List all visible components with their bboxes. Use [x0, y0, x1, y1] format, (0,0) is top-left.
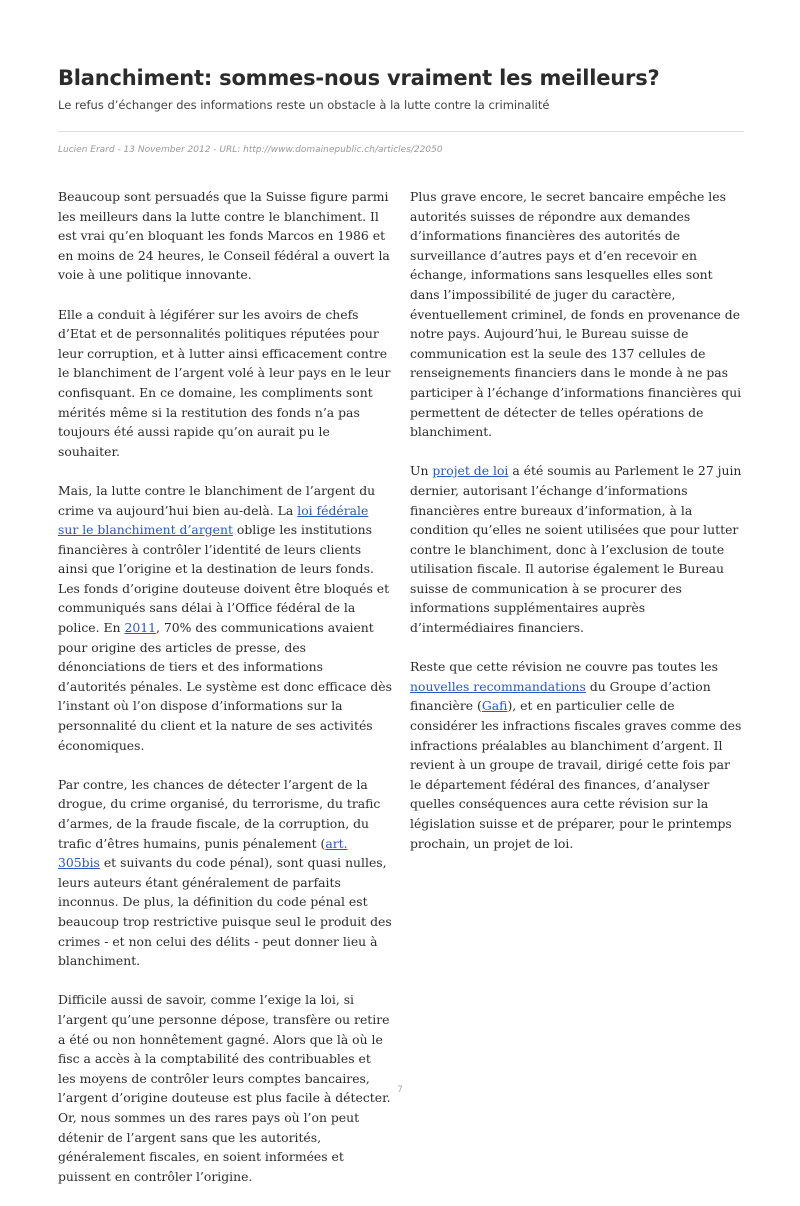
paragraph-7-text-a: Un [410, 463, 433, 479]
paragraph-7 [410, 461, 744, 637]
paragraph-4-text-a: Par contre, les chances de détecter l’argent de la drogue, du crime organisé, du terrorisme, du trafic d’armes, de la fraude fiscale, de la corruption, du trafic d’êtres humains, punis pénalement ( [58, 776, 381, 851]
gafi-link[interactable]: Gafi [481, 698, 508, 714]
right-column [410, 187, 744, 873]
nouvelles-recommandations-link[interactable]: nouvelles recommandations [410, 678, 586, 694]
paragraph-6: Plus grave encore, le secret bancaire empêche les autorités suisses de répondre aux demandes d’informations financières des autorités de surveillance d’autres pays et d’en recevoir en échange, informations sans lesquelles elles sont dans l’impossibilité de juger du caractère, éventuellement criminel, de fonds en provenance de notre pays. Aujourd’hui, le Bureau suisse de communication est la seule des 137 cellules de renseignements financiers dans le monde à ne pas participer à l’échange d’informations financières qui permettent de détecter de telles opérations de blanchiment. [410, 189, 742, 440]
paragraph-8 [410, 657, 744, 853]
paragraph-3 [58, 481, 392, 755]
header-divider [58, 131, 744, 132]
paragraph-8-text-a: Reste que cette révision ne couvre pas toutes les [410, 659, 718, 675]
paragraph-3-text-b: oblige les institutions financières à contrôler l’identité de leurs clients ainsi que l’origine et la destination de leurs fonds. Les fonds d’origine douteuse doivent être bloqués et communiqués sans délai à l’Office fédéral de la police. En [58, 522, 390, 636]
paragraph-3-text-a: Mais, la lutte contre le blanchiment de l’argent du crime va aujourd’hui bien au-delà. La [58, 482, 376, 518]
projet-de-loi-link[interactable]: projet de loi [432, 463, 509, 479]
article-meta: Lucien Erard - 13 November 2012 - URL: http://www.domainepublic.ch/articles/22050 [58, 145, 443, 155]
paragraph-1: Beaucoup sont persuadés que la Suisse figure parmi les meilleurs dans la lutte contre le blanchiment. Il est vrai qu’en bloquant les fonds Marcos en 1986 et en moins de 24 heures, le Conseil fédéral a ouvert la voie à une politique innovante. [58, 189, 390, 283]
paragraph-5: Difficile aussi de savoir, comme l’exige la loi, si l’argent qu’une personne dépose, transfère ou retire a été ou non honnêtement gagné. Alors que là où le fisc a accès à la comptabilité des contribuables et les moyens de contrôler leurs comptes bancaires, l’argent d’origine douteuse est plus facile à détecter. Or, nous sommes un des rares pays où l’on peut détenir de l’argent sans que les autorités, généralement fiscales, en soient informées et puissent en contrôler l’origine. [58, 992, 391, 1184]
article-subtitle: Le refus d’échanger des informations reste un obstacle à la lutte contre la criminalité [58, 98, 550, 112]
left-column [58, 187, 392, 1206]
paragraph-3-text-c: , 70% des communications avaient pour origine des articles de presse, des dénonciations de tiers et des informations d’autorités pénales. Le système est donc efficace dès l’instant où l’on dispose d’informations sur la personnalité du client et la nature de ses activités économiques. [58, 620, 393, 753]
page-number: 7 [397, 1085, 403, 1095]
paragraph-8-text-c: ), et en particulier celle de considérer les infractions fiscales graves comme des infractions préalables au blanchiment d’argent. Il revient à un groupe de travail, dirigé cette fois par le département fédéral des finances, d’analyser quelles conséquences aura cette révision sur la législation suisse et de préparer, pour le printemps prochain, un projet de loi. [410, 698, 742, 851]
year-2011-link[interactable]: 2011 [124, 620, 156, 636]
art-305bis-link[interactable]: art. 305bis [58, 835, 348, 871]
article-title: Blanchiment: sommes-nous vraiment les meilleurs? [58, 66, 660, 90]
loi-federale-link[interactable]: loi fédérale sur le blanchiment d’argent [58, 502, 369, 538]
paragraph-8-text-b: du Groupe d’action financière ( [410, 678, 711, 714]
paragraph-4 [58, 775, 392, 971]
paragraph-4-text-b: et suivants du code pénal), sont quasi nulles, leurs auteurs étant généralement de parfaits inconnus. De plus, la définition du code pénal est beaucoup trop restrictive puisque seul le produit des crimes - et non celui des délits - peut donner lieu à blanchiment. [58, 855, 392, 969]
paragraph-7-text-b: a été soumis au Parlement le 27 juin dernier, autorisant l’échange d’informations financières entre bureaux d’information, à la condition qu’elles ne soient utilisées que pour lutter contre le blanchiment, donc à l’exclusion de toute utilisation fiscale. Il autorise également le Bureau suisse de communication à se procurer des informations supplémentaires auprès d’intermédiaires financiers. [410, 463, 742, 636]
paragraph-2: Elle a conduit à légiférer sur les avoirs de chefs d’Etat et de personnalités politiques réputées pour leur corruption, et à lutter ainsi efficacement contre le blanchiment de l’argent volé à leur pays en le leur confisquant. En ce domaine, les compliments sont mérités même si la restitution des fonds n’a pas toujours été aussi rapide qu’on aurait pu le souhaiter. [58, 306, 391, 459]
